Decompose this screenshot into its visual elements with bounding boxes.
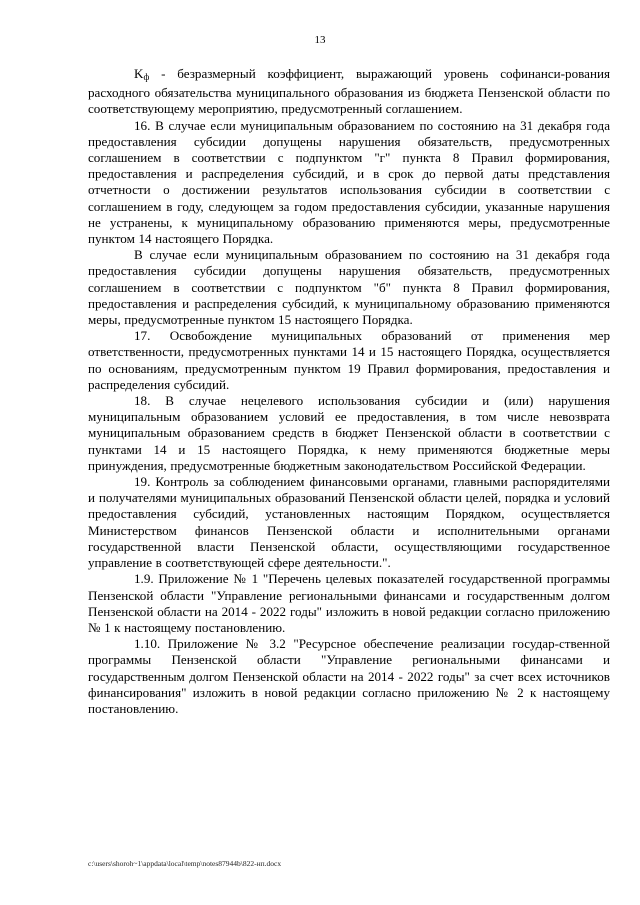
page-number: 13 — [314, 34, 326, 46]
paragraph-17: 17. Освобождение муниципальных образований от применения мер ответственности, предусмотренных пунктами 14 и 15 настоящего Порядка, осуществляется по основаниям, предусмотренным пунктом 19 Правил формирования, предоставления и распределения субсидий. — [88, 328, 610, 392]
paragraph-18: 18. В случае нецелевого использования субсидии и (или) нарушения муниципальным образованием условий ее предоставления, в том числе невозврата муниципальным образованием средств в бюджет Пензенской области в соответствии с пунктами 14 и 15 настоящего Порядка, к нему применяются бюджетные меры принуждения, предусмотренные бюджетным законодательством Российской Федерации. — [88, 393, 610, 473]
paragraph-19: 19. Контроль за соблюдением финансовыми органами, главными распорядителями и получателями муниципальных образований Пензенской области целей, порядка и условий предоставления субсидий, установленных настоящим Порядком, осуществляется Министерством финансов Пензенской области и исполнительными органами государственной власти Пензенской области, осуществляющими государственное управление в соответствующей сфере деятельности.". — [88, 474, 610, 571]
coefficient-symbol: K — [134, 66, 144, 81]
document-body — [88, 66, 610, 717]
paragraph-1-10: 1.10. Приложение № 3.2 "Ресурсное обеспечение реализации государ-ственной программы Пензенской области "Управление региональными финансами и государственным долгом Пензенской области на 2014 - 2022 годы" за счет всех источников финансирования" изложить в новой редакции согласно приложению № 2 к настоящему постановлению. — [88, 636, 610, 716]
paragraph-16-continued: В случае если муниципальным образованием по состоянию на 31 декабря года предоставления субсидии допущены нарушения обязательств, предусмотренных соглашением в соответствии с подпунктом "б" пункта 8 Правил формирования, предоставления и распределения субсидий, к муниципальному образованию применяются меры, предусмотренные пунктом 15 настоящего Порядка. — [88, 247, 610, 328]
paragraph-coefficient-definition — [88, 66, 610, 118]
paragraph-16: 16. В случае если муниципальным образованием по состоянию на 31 декабря года предоставления субсидии допущены нарушения обязательств, предусмотренных соглашением в соответствии с подпунктом "г" пункта 8 Правил формирования, предоставления и распределения субсидий, и в срок до первой даты представления отчетности о достижении результатов использования субсидии в соответствии с соглашением в году, следующем за годом предоставления субсидии, указанные нарушения не устранены, к муниципальному образованию применяются меры, предусмотренные пунктом 14 настоящего Порядка. — [88, 117, 610, 247]
paragraph-1-9: 1.9. Приложение № 1 "Перечень целевых показателей государственной программы Пензенской области "Управление региональными финансами и государственным долгом Пензенской области на 2014 - 2022 годы" изложить в новой редакции согласно приложению № 1 к настоящему постановлению. — [88, 571, 610, 635]
coefficient-subscript: ф — [143, 72, 150, 82]
coefficient-description: - безразмерный коэффициент, выражающий уровень софинанси-рования расходного обязательства муниципального образования из бюджета Пензенской области по соответствующему мероприятию, предусмотренный соглашением. — [88, 66, 610, 117]
footer-file-path: c:\users\shoroh~1\appdata\local\temp\notes87944b\822-нп.docx — [88, 859, 282, 868]
